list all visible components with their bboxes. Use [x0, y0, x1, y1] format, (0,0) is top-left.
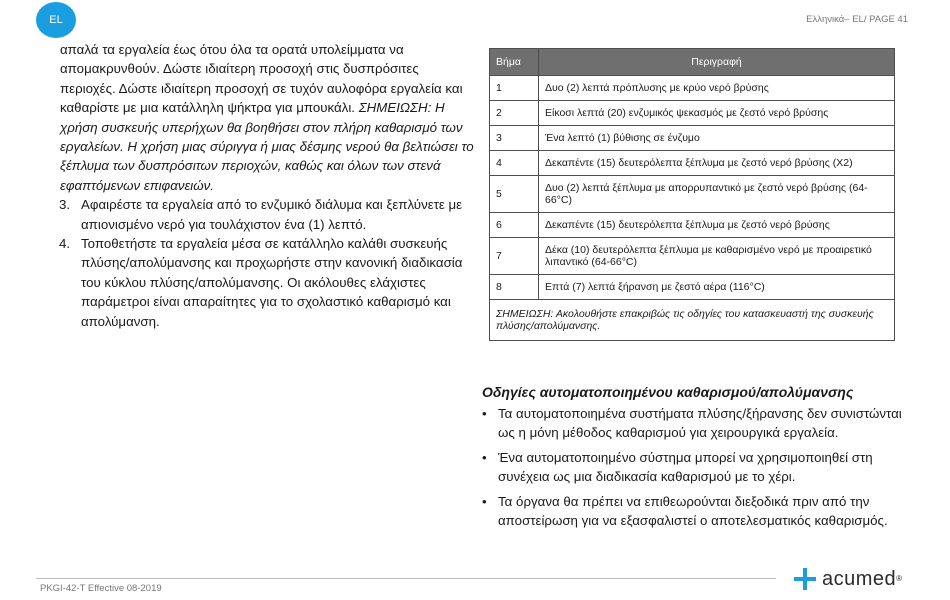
description-cell: Δεκαπέντε (15) δευτερόλεπτα ξέπλυμα με ζεστό νερό βρύσης (X2) [539, 151, 895, 176]
intro-paragraph [60, 40, 478, 195]
list-item [59, 195, 478, 234]
step-cell: 6 [490, 213, 539, 238]
table-row [490, 275, 895, 300]
list-item [59, 234, 478, 331]
intro-text: απαλά τα εργαλεία έως ότου όλα τα ορατά υπολείμματα να απομακρυνθούν. Δώστε ιδιαίτερη προσοχή στις δυσπρόσιτες περιοχές. Δώστε ιδιαίτερη προσοχή σε τυχόν αυλοφόρα εργαλεία και καθαρίστε με μια κατάλληλη ψήκτρα για μπουκάλι. [60, 42, 463, 116]
column-header-step: Βήμα [490, 49, 539, 76]
table-note: ΣΗΜΕΙΩΣΗ: Ακολουθήστε επακριβώς τις οδηγίες του κατασκευαστή της συσκευής πλύσης/απολύμανσης. [490, 300, 895, 341]
language-badge: EL [36, 2, 76, 38]
step-cell: 5 [490, 176, 539, 213]
step-cell: 3 [490, 126, 539, 151]
table-note-row [490, 300, 895, 341]
description-cell: Είκοσι λεπτά (20) ενζυμικός ψεκασμός με ζεστό νερό βρύσης [539, 101, 895, 126]
list-text: Αφαιρέστε τα εργαλεία από το ενζυμικό διάλυμα και ξεπλύνετε με απιονισμένο νερό για τουλάχιστον ένα (1) λεπτό. [81, 197, 463, 232]
list-number: 4. [59, 236, 71, 252]
description-cell: Επτά (7) λεπτά ξήρανση με ζεστό αέρα (116°C) [539, 275, 895, 300]
footer-divider [36, 578, 776, 579]
list-number: 3. [59, 197, 71, 213]
step-cell: 2 [490, 101, 539, 126]
table-header-row [490, 49, 895, 76]
table-row [490, 213, 895, 238]
description-cell: Δυο (2) λεπτά ξέπλυμα με απορρυπαντικό με ζεστό νερό βρύσης (64-66°C) [539, 176, 895, 213]
table-row [490, 151, 895, 176]
description-cell: Δέκα (10) δευτερόλεπτα ξέπλυμα με καθαρισμένο νερό με προαιρετικό λιπαντικό (64-66°C) [539, 238, 895, 275]
numbered-steps [60, 195, 478, 331]
table-row [490, 238, 895, 275]
list-text: Τοποθετήστε τα εργαλεία μέσα σε κατάλληλο καλάθι συσκευής πλύσης/απολύμανσης και προχωρήστε στην κανονική διαδικασία του κύκλου πλύσης/απολύμανσης. Οι ακόλουθες ελάχιστες παράμετροι είναι απαραίτητες για το σχολαστικό καθαρισμό και απολύμανση. [81, 236, 463, 329]
list-item: • Τα αυτοματοποιημένα συστήματα πλύσης/ξήρανσης δεν συνιστώνται ως η μόνη μέθοδος καθαρισμού για χειρουργικά εργαλεία. [482, 404, 912, 443]
intro-note: ΣΗΜΕΙΩΣΗ: Η χρήση συσκευής υπερήχων θα βοηθήσει στον πλήρη καθαρισμό των εργαλείων. Η χρήση μιας σύριγγα ή μιας δέσμης νερού θα βελτιώσει το ξέπλυμα των δυσπρόσιτων περιοχών, καθώς και όλων των στενά εφαπτόμενων επιφανειών. [60, 100, 474, 193]
step-cell: 8 [490, 275, 539, 300]
automated-cleaning-list [482, 404, 912, 535]
step-cell: 7 [490, 238, 539, 275]
acumed-logo [792, 566, 922, 592]
column-header-description: Περιγραφή [539, 49, 895, 76]
left-column [60, 40, 478, 331]
description-cell: Δυο (2) λεπτά πρόπλυσης με κρύο νερό βρύσης [539, 76, 895, 101]
list-item: • Ένα αυτοματοποιημένο σύστημα μπορεί να χρησιμοποιηθεί στη συνέχεια ως μια διαδικασία καθαρισμού με το χέρι. [482, 448, 912, 487]
table-row [490, 101, 895, 126]
description-cell: Δεκαπέντε (15) δευτερόλεπτα ξέπλυμα με ζεστό νερό βρύσης [539, 213, 895, 238]
list-item: • Τα όργανα θα πρέπει να επιθεωρούνται διεξοδικά πριν από την αποστείρωση για να εξασφαλιστεί ο αποτελεσματικός καθαρισμός. [482, 492, 912, 531]
logo-wordmark: acumed® [822, 568, 903, 590]
cleaning-steps-table [489, 48, 895, 341]
page-header-label: Ελληνικά– EL/ PAGE 41 [806, 14, 908, 25]
table-row [490, 176, 895, 213]
step-cell: 1 [490, 76, 539, 101]
table-row [490, 126, 895, 151]
plus-cross-icon [792, 566, 818, 592]
description-cell: Ένα λεπτό (1) βύθισης σε ένζυμο [539, 126, 895, 151]
table-row [490, 76, 895, 101]
section-heading: Οδηγίες αυτοματοποιημένου καθαρισμού/απολύμανσης [482, 384, 854, 400]
document-code: PKGI-42-T Effective 08-2019 [40, 583, 162, 594]
step-cell: 4 [490, 151, 539, 176]
